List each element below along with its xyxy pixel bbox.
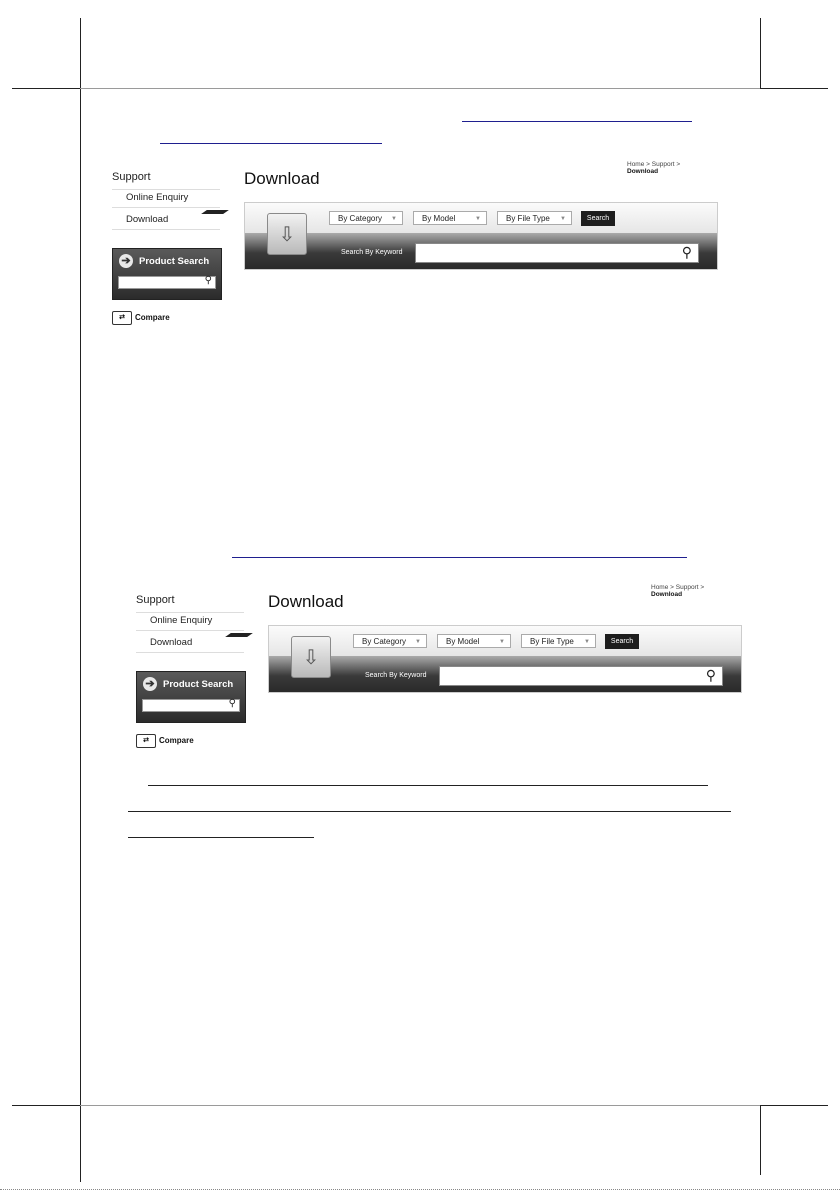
breadcrumb-current: Download	[651, 591, 683, 598]
breadcrumb-sep: >	[674, 161, 681, 168]
sidebar-divider	[112, 229, 220, 230]
search-button[interactable]: Search	[581, 211, 615, 226]
sidebar-divider	[136, 630, 244, 631]
search-icon[interactable]: ⚲	[681, 244, 692, 260]
keyword-label: Search By Keyword	[365, 672, 427, 679]
chevron-down-icon: ▼	[475, 216, 481, 222]
category-dropdown[interactable]	[329, 211, 403, 225]
crop-mark-bottom-left	[12, 1105, 80, 1106]
model-dropdown-label: By Model	[446, 637, 480, 646]
search-icon[interactable]: ⚲	[228, 698, 236, 709]
hyperlink-underline[interactable]	[232, 557, 687, 558]
product-search-panel	[112, 248, 222, 300]
download-search-toolbar	[268, 625, 742, 693]
sidebar-divider	[112, 189, 220, 190]
bottom-margin-line	[80, 1105, 760, 1106]
crop-mark-left	[80, 18, 81, 1182]
breadcrumb	[651, 584, 736, 598]
breadcrumb-support[interactable]: Support	[651, 161, 675, 168]
breadcrumb-sep: >	[644, 161, 652, 168]
compare-label: Compare	[159, 736, 194, 746]
crop-mark-top-right	[760, 88, 828, 89]
folder-download-icon: ⇩	[291, 636, 331, 678]
crop-mark-bottom-right	[760, 1105, 828, 1106]
search-icon[interactable]: ⚲	[705, 667, 716, 683]
product-search-label: Product Search	[139, 256, 210, 267]
keyword-input[interactable]	[415, 243, 699, 263]
sidebar-item-online-enquiry[interactable]: Online Enquiry	[150, 615, 213, 626]
product-search-panel	[136, 671, 246, 723]
hyperlink-underline[interactable]	[128, 837, 314, 838]
sidebar-item-online-enquiry[interactable]: Online Enquiry	[126, 192, 189, 203]
product-search-input[interactable]	[118, 276, 216, 289]
file-type-dropdown-label: By File Type	[530, 637, 574, 646]
hyperlink-underline[interactable]	[160, 143, 382, 144]
hyperlink-underline[interactable]	[128, 811, 731, 812]
file-type-dropdown[interactable]	[497, 211, 572, 225]
product-search-label: Product Search	[163, 679, 234, 690]
bottom-dotted-edge	[0, 1189, 840, 1190]
crop-mark-top-left	[12, 88, 80, 89]
breadcrumb-sep: >	[668, 584, 676, 591]
chevron-down-icon: ▼	[415, 639, 421, 645]
compare-label: Compare	[135, 313, 170, 323]
compare-icon: ⇄	[136, 734, 156, 748]
category-dropdown[interactable]	[353, 634, 427, 648]
page-title: Download	[268, 592, 344, 611]
sidebar-item-download[interactable]: Download	[126, 214, 169, 225]
breadcrumb-home[interactable]: Home	[627, 161, 645, 168]
sidebar-divider	[136, 652, 244, 653]
search-icon[interactable]: ⚲	[204, 275, 212, 286]
chevron-down-icon: ▼	[584, 639, 590, 645]
download-page-screenshot	[112, 160, 712, 350]
search-button[interactable]: Search	[605, 634, 639, 649]
sidebar-title: Support	[136, 594, 175, 606]
model-dropdown[interactable]	[437, 634, 511, 648]
crop-mark-right-bottom	[760, 1105, 761, 1175]
sidebar-title: Support	[112, 171, 151, 183]
chevron-down-icon: ▼	[499, 639, 505, 645]
keyword-input[interactable]	[439, 666, 723, 686]
compare-icon: ⇄	[112, 311, 132, 325]
keyword-label: Search By Keyword	[341, 249, 403, 256]
breadcrumb	[627, 161, 712, 175]
sidebar-divider	[136, 612, 244, 613]
category-dropdown-label: By Category	[362, 637, 407, 646]
arrow-right-icon[interactable]: ➔	[119, 254, 133, 268]
sidebar-divider	[112, 207, 220, 208]
chevron-down-icon: ▼	[391, 216, 397, 222]
breadcrumb-home[interactable]: Home	[651, 584, 669, 591]
page-title: Download	[244, 169, 320, 188]
model-dropdown-label: By Model	[422, 214, 456, 223]
top-margin-line	[80, 88, 760, 89]
model-dropdown[interactable]	[413, 211, 487, 225]
file-type-dropdown[interactable]	[521, 634, 596, 648]
product-search-input[interactable]	[142, 699, 240, 712]
breadcrumb-support[interactable]: Support	[675, 584, 699, 591]
arrow-right-icon[interactable]: ➔	[143, 677, 157, 691]
crop-mark-right-top	[760, 18, 761, 88]
download-search-toolbar	[244, 202, 718, 270]
hyperlink-underline[interactable]	[148, 785, 708, 786]
chevron-down-icon: ▼	[560, 216, 566, 222]
folder-download-icon: ⇩	[267, 213, 307, 255]
hyperlink-underline[interactable]	[462, 121, 692, 122]
download-page-screenshot	[136, 583, 736, 773]
sidebar-item-download[interactable]: Download	[150, 637, 193, 648]
breadcrumb-current: Download	[627, 168, 659, 175]
compare-link[interactable]	[136, 734, 194, 748]
active-item-marker	[201, 210, 229, 214]
category-dropdown-label: By Category	[338, 214, 383, 223]
file-type-dropdown-label: By File Type	[506, 214, 550, 223]
active-item-marker	[225, 633, 253, 637]
breadcrumb-sep: >	[698, 584, 705, 591]
compare-link[interactable]	[112, 311, 170, 325]
